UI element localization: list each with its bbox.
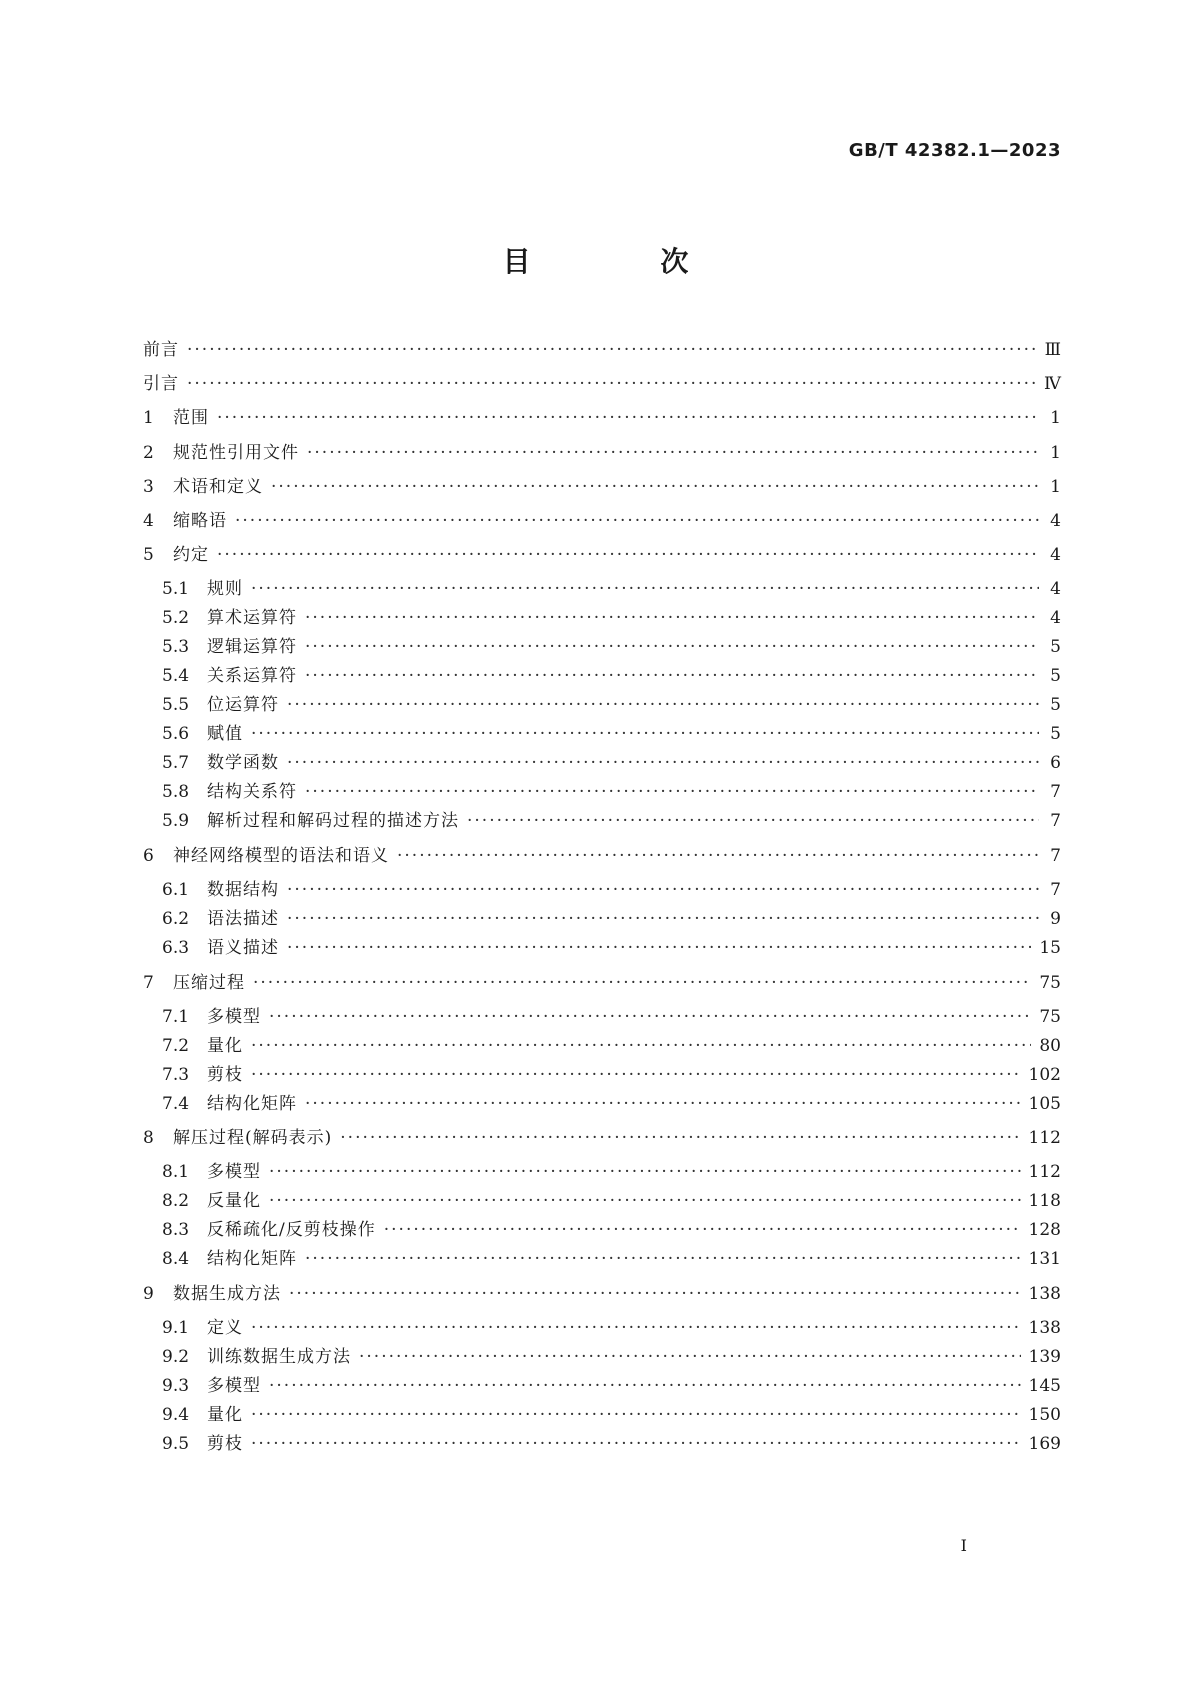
toc-leader-dots <box>340 1126 1020 1150</box>
toc-entry-title: 语义描述 <box>207 938 279 958</box>
toc-entry[interactable] <box>143 1282 1061 1306</box>
toc-entry[interactable] <box>143 441 1061 465</box>
toc-entry[interactable] <box>162 1189 1061 1213</box>
toc-entry-title: 算术运算符 <box>207 608 297 628</box>
toc-leader-dots <box>269 1374 1021 1398</box>
toc-leader-dots <box>269 1005 1031 1029</box>
toc-entry-page: 75 <box>1039 1007 1061 1027</box>
toc-entry-title: 压缩过程 <box>173 973 245 993</box>
toc-leader-dots <box>235 509 1039 533</box>
toc-entry-title: 术语和定义 <box>173 477 263 497</box>
toc-entry-page: Ⅳ <box>1044 374 1061 394</box>
toc-entry[interactable] <box>162 606 1061 630</box>
toc-entry-title: 解析过程和解码过程的描述方法 <box>207 811 459 831</box>
toc-leader-dots <box>253 971 1031 995</box>
toc-entry-page: 1 <box>1050 477 1061 497</box>
toc-entry-title: 前言 <box>143 340 179 360</box>
toc-entry[interactable] <box>143 372 1061 396</box>
toc-entry-title: 多模型 <box>207 1162 261 1182</box>
toc-entry[interactable] <box>162 1345 1061 1369</box>
toc-leader-dots <box>251 1403 1021 1427</box>
toc-entry-number: 5.7 <box>162 753 190 773</box>
toc-leader-dots <box>251 1063 1021 1087</box>
toc-entry-number: 7.3 <box>162 1065 190 1085</box>
toc-entry[interactable] <box>162 780 1061 804</box>
toc-entry-page: 102 <box>1028 1065 1061 1085</box>
toc-entry-number: 9 <box>143 1284 154 1304</box>
toc-entry-title: 约定 <box>173 545 209 565</box>
toc-entry-number: 7.1 <box>162 1007 190 1027</box>
toc-entry[interactable] <box>162 907 1061 931</box>
toc-entry-page: 118 <box>1028 1191 1061 1211</box>
toc-entry[interactable] <box>143 971 1061 995</box>
toc-leader-dots <box>217 543 1039 567</box>
toc-entry-title: 结构关系符 <box>207 782 297 802</box>
toc-entry-page: 138 <box>1028 1284 1061 1304</box>
toc-entry-number: 8.3 <box>162 1220 190 1240</box>
toc-entry-title: 赋值 <box>207 724 243 744</box>
toc-leader-dots <box>271 475 1039 499</box>
toc-entry[interactable] <box>162 878 1061 902</box>
toc-entry[interactable] <box>143 406 1061 430</box>
toc-leader-dots <box>397 844 1039 868</box>
toc-entry-page: 112 <box>1028 1162 1061 1182</box>
toc-entry-page: 5 <box>1050 666 1061 686</box>
toc-entry-title: 反稀疏化/反剪枝操作 <box>207 1220 376 1240</box>
toc-entry-title: 关系运算符 <box>207 666 297 686</box>
toc-entry[interactable] <box>143 543 1061 567</box>
toc-leader-dots <box>269 1189 1021 1213</box>
toc-entry[interactable] <box>162 664 1061 688</box>
toc-leader-dots <box>287 878 1039 902</box>
toc-entry-number: 4 <box>143 511 154 531</box>
toc-entry[interactable] <box>143 338 1061 362</box>
toc-entry-number: 9.2 <box>162 1347 190 1367</box>
toc-leader-dots <box>359 1345 1021 1369</box>
toc-entry-title: 逻辑运算符 <box>207 637 297 657</box>
toc-entry-number: 5.6 <box>162 724 190 744</box>
toc-entry-page: 7 <box>1050 880 1061 900</box>
toc-entry-number: 7.4 <box>162 1094 190 1114</box>
toc-leader-dots <box>305 635 1039 659</box>
toc-entry-page: 4 <box>1050 511 1061 531</box>
toc-entry-title: 规则 <box>207 579 243 599</box>
toc-entry-number: 5 <box>143 545 154 565</box>
toc-leader-dots <box>307 441 1039 465</box>
toc-entry-page: 139 <box>1028 1347 1061 1367</box>
toc-leader-dots <box>287 693 1039 717</box>
toc-leader-dots <box>187 372 1036 396</box>
toc-leader-dots <box>287 936 1031 960</box>
standard-code: GB/T 42382.1—2023 <box>848 140 1061 161</box>
toc-entry-title: 训练数据生成方法 <box>207 1347 351 1367</box>
toc-entry-title: 引言 <box>143 374 179 394</box>
toc-leader-dots <box>251 1316 1021 1340</box>
toc-leader-dots <box>251 1432 1021 1456</box>
toc-entry-page: 105 <box>1028 1094 1061 1114</box>
toc-entry-title: 规范性引用文件 <box>173 443 299 463</box>
toc-entry-number: 7 <box>143 973 154 993</box>
toc-entry-title: 数据结构 <box>207 880 279 900</box>
toc-entry-number: 7.2 <box>162 1036 190 1056</box>
toc-leader-dots <box>287 751 1039 775</box>
toc-entry[interactable] <box>162 1092 1061 1116</box>
toc-entry-number: 6.1 <box>162 880 190 900</box>
toc-entry-page: 169 <box>1028 1434 1061 1454</box>
toc-leader-dots <box>305 606 1039 630</box>
toc-entry[interactable] <box>143 844 1061 868</box>
toc-entry[interactable] <box>162 1160 1061 1184</box>
toc-entry-title: 多模型 <box>207 1007 261 1027</box>
toc-leader-dots <box>305 1247 1021 1271</box>
toc-leader-dots <box>289 1282 1021 1306</box>
toc-entry-title: 定义 <box>207 1318 243 1338</box>
toc-entry-page: 145 <box>1028 1376 1061 1396</box>
toc-entry[interactable] <box>162 1063 1061 1087</box>
toc-entry-number: 5.5 <box>162 695 190 715</box>
toc-entry-page: 7 <box>1050 811 1061 831</box>
toc-entry-page: 15 <box>1039 938 1061 958</box>
toc-entry[interactable] <box>162 1247 1061 1271</box>
toc-leader-dots <box>269 1160 1021 1184</box>
toc-entry[interactable] <box>162 751 1061 775</box>
toc-entry-title: 缩略语 <box>173 511 227 531</box>
toc-entry-number: 5.9 <box>162 811 190 831</box>
toc-entry-number: 5.3 <box>162 637 190 657</box>
toc-entry-title: 神经网络模型的语法和语义 <box>173 846 389 866</box>
toc-leader-dots <box>305 664 1039 688</box>
toc-entry[interactable] <box>162 1432 1061 1456</box>
toc-leader-dots <box>217 406 1039 430</box>
toc-entry-number: 5.2 <box>162 608 190 628</box>
toc-entry-number: 9.3 <box>162 1376 190 1396</box>
toc-entry-title: 量化 <box>207 1036 243 1056</box>
toc-entry-page: Ⅲ <box>1044 340 1061 360</box>
toc-entry-number: 6.3 <box>162 938 190 958</box>
toc-entry-number: 9.5 <box>162 1434 190 1454</box>
toc-leader-dots <box>251 722 1039 746</box>
toc-entry-number: 3 <box>143 477 154 497</box>
toc-entry[interactable] <box>162 577 1061 601</box>
toc-entry[interactable] <box>143 1126 1061 1150</box>
toc-entry-number: 5.4 <box>162 666 190 686</box>
toc-entry-number: 2 <box>143 443 154 463</box>
toc-entry-page: 5 <box>1050 724 1061 744</box>
toc-entry[interactable] <box>162 1374 1061 1398</box>
toc-entry-title: 剪枝 <box>207 1065 243 1085</box>
toc-entry-page: 138 <box>1028 1318 1061 1338</box>
toc-entry-number: 9.1 <box>162 1318 190 1338</box>
toc-entry-title: 数据生成方法 <box>173 1284 281 1304</box>
toc-entry-page: 1 <box>1050 408 1061 428</box>
toc-entry-number: 1 <box>143 408 154 428</box>
toc-entry-page: 131 <box>1028 1249 1061 1269</box>
toc-entry-number: 8.2 <box>162 1191 190 1211</box>
toc-entry-page: 4 <box>1050 579 1061 599</box>
toc-entry-page: 9 <box>1050 909 1061 929</box>
toc-entry[interactable] <box>162 1403 1061 1427</box>
toc-entry[interactable] <box>162 1005 1061 1029</box>
toc-leader-dots <box>251 577 1039 601</box>
toc-entry-title: 范围 <box>173 408 209 428</box>
toc-entry-number: 5.1 <box>162 579 190 599</box>
toc-entry-page: 112 <box>1028 1128 1061 1148</box>
toc-entry-page: 6 <box>1050 753 1061 773</box>
toc-entry-number: 6.2 <box>162 909 190 929</box>
page-number: I <box>960 1536 967 1555</box>
toc-entry-number: 8.1 <box>162 1162 190 1182</box>
toc-entry[interactable] <box>143 475 1061 499</box>
toc-entry[interactable] <box>162 1316 1061 1340</box>
toc-leader-dots <box>287 907 1039 931</box>
toc-leader-dots <box>467 809 1039 833</box>
toc-entry-title: 量化 <box>207 1405 243 1425</box>
toc-entry-title: 剪枝 <box>207 1434 243 1454</box>
toc-entry[interactable] <box>143 509 1061 533</box>
toc-entry-number: 6 <box>143 846 154 866</box>
toc-entry-number: 5.8 <box>162 782 190 802</box>
toc-entry-number: 8.4 <box>162 1249 190 1269</box>
toc-leader-dots <box>384 1218 1021 1242</box>
toc-entry-number: 9.4 <box>162 1405 190 1425</box>
toc-entry-page: 1 <box>1050 443 1061 463</box>
toc-entry-title: 多模型 <box>207 1376 261 1396</box>
toc-entry-page: 4 <box>1050 545 1061 565</box>
toc-entry[interactable] <box>162 809 1061 833</box>
toc-entry-title: 结构化矩阵 <box>207 1094 297 1114</box>
toc-leader-dots <box>251 1034 1031 1058</box>
toc-entry[interactable] <box>162 635 1061 659</box>
toc-entry-title: 位运算符 <box>207 695 279 715</box>
toc-entry[interactable] <box>162 1218 1061 1242</box>
toc-entry-page: 7 <box>1050 846 1061 866</box>
toc-entry-title: 语法描述 <box>207 909 279 929</box>
toc-entry-page: 5 <box>1050 637 1061 657</box>
toc-entry-title: 解压过程(解码表示) <box>173 1128 333 1148</box>
toc-leader-dots <box>305 1092 1021 1116</box>
toc-entry-page: 128 <box>1028 1220 1061 1240</box>
toc-entry[interactable] <box>162 693 1061 717</box>
toc-entry-page: 7 <box>1050 782 1061 802</box>
toc-entry-page: 5 <box>1050 695 1061 715</box>
toc-entry-page: 4 <box>1050 608 1061 628</box>
toc-entry-page: 150 <box>1028 1405 1061 1425</box>
toc-entry[interactable] <box>162 936 1061 960</box>
toc-entry-title: 反量化 <box>207 1191 261 1211</box>
toc-leader-dots <box>187 338 1037 362</box>
toc-entry-title: 数学函数 <box>207 753 279 773</box>
toc-entry[interactable] <box>162 1034 1061 1058</box>
toc-entry[interactable] <box>162 722 1061 746</box>
toc-entry-page: 80 <box>1039 1036 1061 1056</box>
toc-entry-title: 结构化矩阵 <box>207 1249 297 1269</box>
toc-leader-dots <box>305 780 1039 804</box>
toc-entry-number: 8 <box>143 1128 154 1148</box>
toc-title: 目 次 <box>502 245 749 278</box>
toc-entry-page: 75 <box>1039 973 1061 993</box>
